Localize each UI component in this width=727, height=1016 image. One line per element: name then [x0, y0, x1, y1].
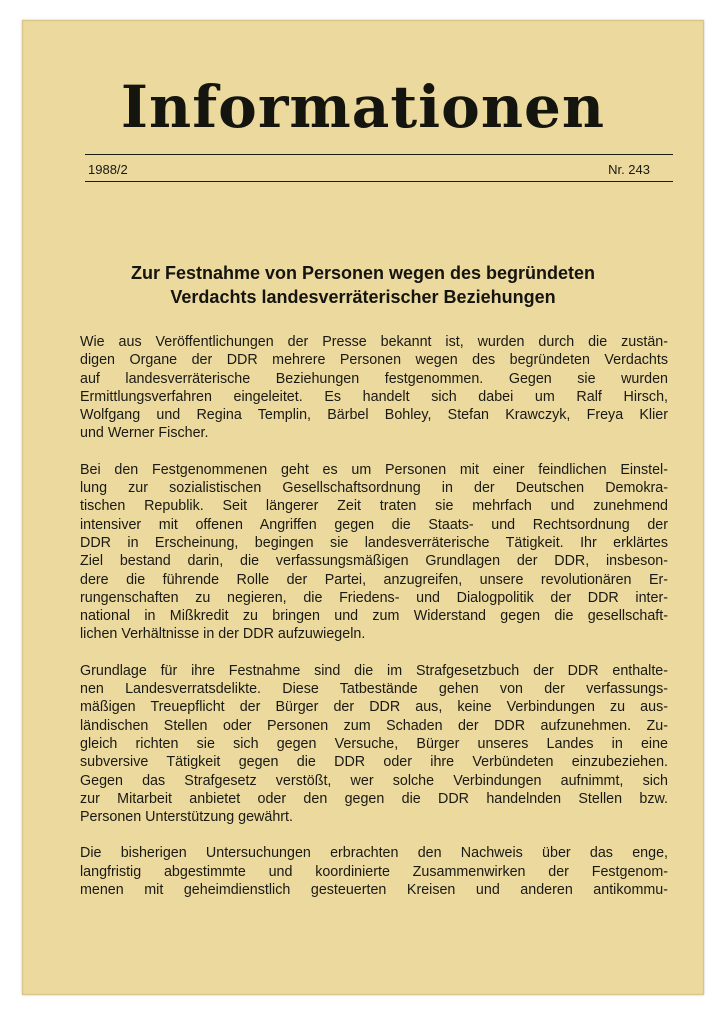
issue-year: 1988/2 — [88, 162, 128, 177]
text-line: gleich richten sie sich gegen Versuche, Bürger unseres Landes in eine — [80, 735, 668, 752]
text-line: rungenschaften zu negieren, die Friedens- und Dialogpolitik der DDR inter- — [80, 589, 668, 606]
text-line: Ermittlungsverfahren eingeleitet. Es handelt sich dabei um Ralf Hirsch, — [80, 388, 668, 405]
text-line: auf landesverräterische Beziehungen festgenommen. Gegen sie wurden — [80, 370, 668, 387]
text-line: Personen Unterstützung gewährt. — [80, 809, 293, 826]
text-line: Bei den Festgenommenen geht es um Personen mit einer feindlichen Einstel- — [80, 461, 668, 478]
text-line: Gegen das Strafgesetz verstößt, wer solche Verbindungen aufnimmt, sich — [80, 772, 668, 789]
text-line: mäßigen Treuepflicht der Bürger der DDR aus, keine Verbindungen zu aus- — [80, 699, 668, 716]
text-line: DDR in Erscheinung, begingen sie landesverräterische Tätigkeit. Ihr erklärtes — [80, 534, 668, 551]
paragraph-2 — [80, 461, 668, 644]
masthead-rule-top — [85, 154, 673, 155]
text-line: tischen Republik. Seit längerer Zeit traten sie mehrfach und zunehmend — [80, 498, 668, 515]
paragraph-4 — [80, 844, 668, 899]
text-line: digen Organe der DDR mehrere Personen wegen des begründeten Verdachts — [80, 352, 668, 369]
text-line: intensiver mit offenen Angriffen gegen die Staats- und Rechtsordnung der — [80, 516, 668, 533]
text-line: Ziel bestand darin, die verfassungsmäßigen Grundlagen der DDR, insbeson- — [80, 553, 668, 570]
text-line: Grundlage für ihre Festnahme sind die im Strafgesetzbuch der DDR enthalte- — [80, 662, 668, 679]
text-line: zur Mitarbeit anbietet oder den gegen die DDR handelnden Stellen bzw. — [80, 790, 668, 807]
text-line: subversive Tätigkeit gegen die DDR oder ihre Verbündeten einzubeziehen. — [80, 754, 668, 771]
text-line: menen mit geheimdienstlich gesteuerten Kreisen und anderen antikommu- — [80, 882, 668, 899]
text-line: Wolfgang und Regina Templin, Bärbel Bohley, Stefan Krawczyk, Freya Klier — [80, 407, 668, 424]
text-line: Wie aus Veröffentlichungen der Presse bekannt ist, wurden durch die zustän- — [80, 334, 668, 350]
issue-number: Nr. 243 — [608, 162, 650, 177]
article-body — [80, 333, 668, 917]
masthead-title: Informationen — [120, 73, 606, 141]
text-line: langfristig abgestimmte und koordinierte Zusammenwirken der Festgenom- — [80, 863, 668, 880]
text-line: und Werner Fischer. — [80, 425, 209, 442]
article-title-line: Zur Festnahme von Personen wegen des begründeten — [130, 263, 596, 283]
text-line: Die bisherigen Untersuchungen erbrachten den Nachweis über das enge, — [80, 845, 668, 862]
article-title-line: Verdachts landesverräterischer Beziehungen — [170, 287, 556, 307]
text-line: lung zur sozialistischen Gesellschaftsordnung in der Deutschen Demokra- — [80, 480, 668, 497]
document-page — [22, 20, 704, 995]
masthead-rule-bottom — [85, 181, 673, 182]
paragraph-3 — [80, 662, 668, 827]
paragraph-1 — [80, 333, 668, 443]
text-line: ländischen Stellen oder Personen zum Schaden der DDR aufzunehmen. Zu- — [80, 717, 668, 734]
text-line: dere die führende Rolle der Partei, anzugreifen, unsere revolutionären Er- — [80, 571, 668, 588]
text-line: nen Landesverratsdelikte. Diese Tatbestände gehen von der verfassungs- — [80, 681, 668, 698]
text-line: national in Mißkredit zu bringen und zum Widerstand gegen die gesellschaft- — [80, 608, 668, 625]
text-line: lichen Verhältnisse in der DDR aufzuwiegeln. — [80, 626, 366, 643]
article-title — [62, 261, 664, 309]
